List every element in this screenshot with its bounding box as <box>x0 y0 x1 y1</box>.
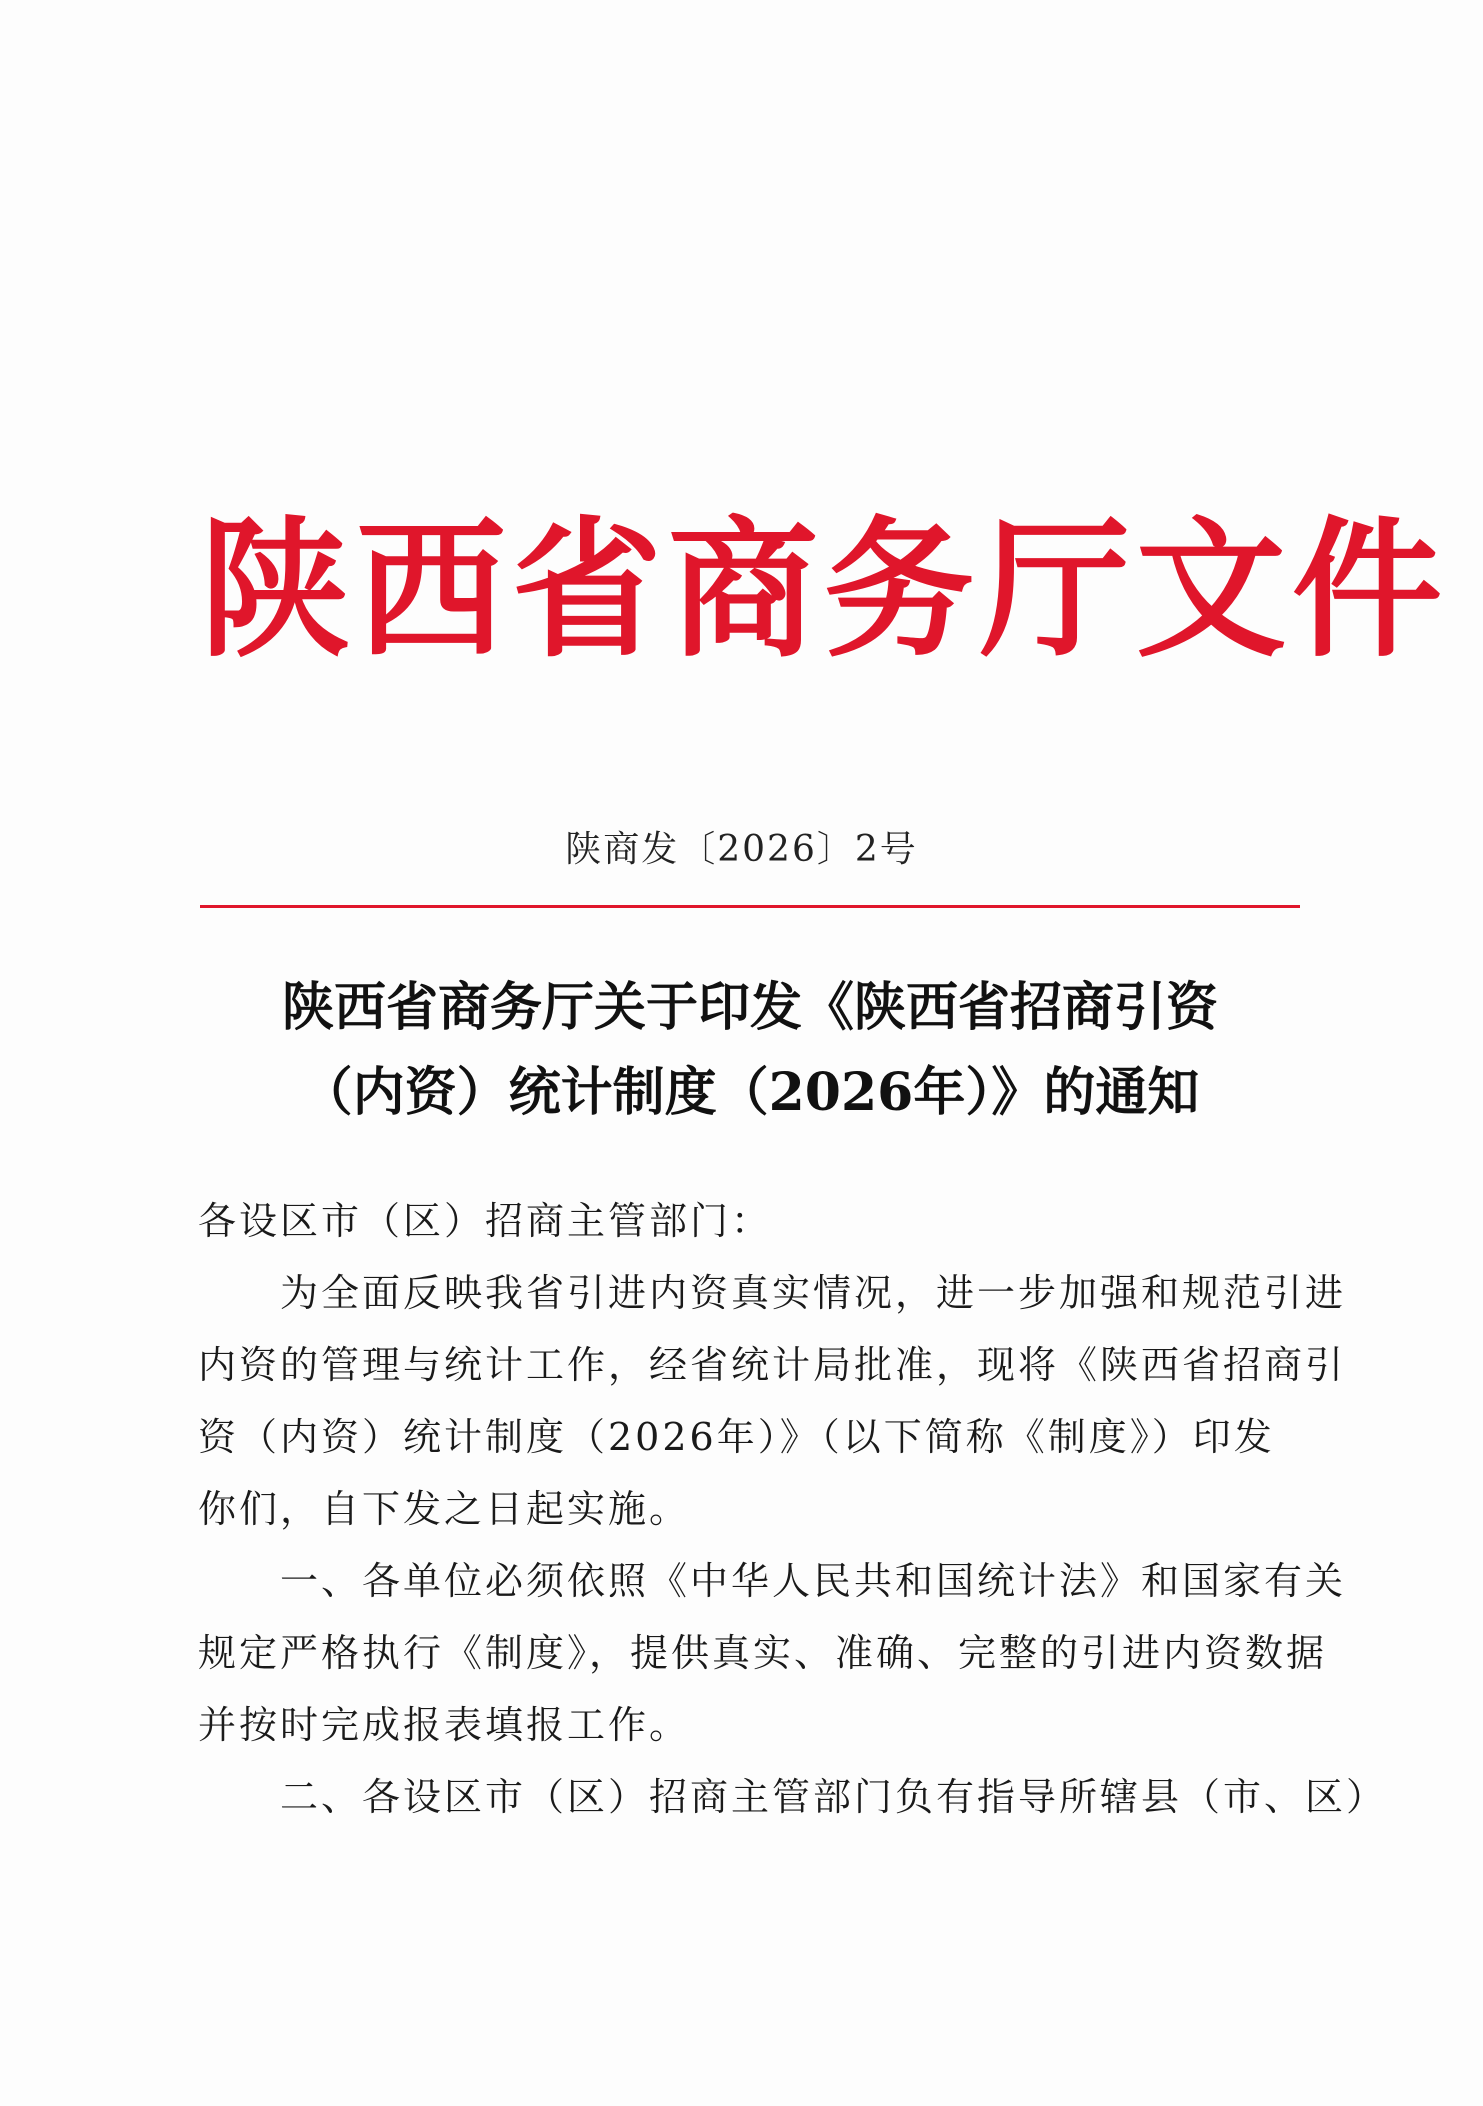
body-line: 你们，自下发之日起实施。 <box>198 1487 691 1531</box>
notice-title-line-1: 陕西省商务厅关于印发《陕西省招商引资 <box>281 977 1218 1038</box>
salutation: 各设区市（区）招商主管部门： <box>198 1199 773 1243</box>
notice-title <box>200 965 1300 1135</box>
body-line: 二、各设区市（区）招商主管部门负有指导所辖县（市、区） <box>280 1775 1388 1819</box>
body-line: 为全面反映我省引进内资真实情况，进一步加强和规范引进 <box>280 1271 1347 1315</box>
red-header-title: 陕西省商务厅文件 <box>200 502 1449 678</box>
body-line: 一、各单位必须依照《中华人民共和国统计法》和国家有关 <box>280 1559 1347 1603</box>
red-divider-line <box>200 905 1300 908</box>
body-line: 内资的管理与统计工作，经省统计局批准，现将《陕西省招商引 <box>198 1343 1347 1387</box>
body-line: 资（内资）统计制度（2026年）》（以下简称《制度》）印发 <box>198 1415 1275 1459</box>
document-number: 陕商发〔2026〕2号 <box>565 829 918 870</box>
notice-body <box>198 1185 1388 1833</box>
body-line: 规定严格执行《制度》，提供真实、准确、完整的引进内资数据 <box>198 1631 1328 1675</box>
notice-title-line-2: （内资）统计制度（2026年）》的通知 <box>300 1062 1200 1123</box>
body-line: 并按时完成报表填报工作。 <box>198 1703 691 1747</box>
